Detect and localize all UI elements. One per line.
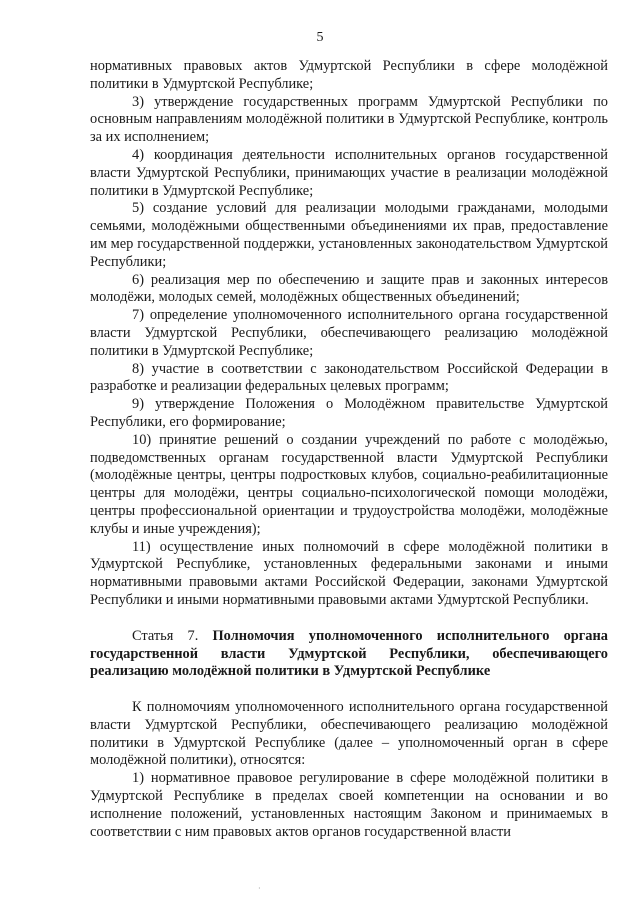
paragraph: нормативных правовых актов Удмуртской Республики в сфере молодёжной политики в Удмуртской Республике; [90, 58, 608, 92]
paragraph: 3) утверждение государственных программ Удмуртской Республики по основным направлениям молодёжной политики в Удмуртской Республике, контроль за их исполнением; [90, 93, 608, 146]
paragraph: 10) принятие решений о создании учреждений по работе с молодёжью, подведомственных органам государственной власти Удмуртской Республики (молодёжные центры, центры подростковых клубов, социально-реабилитационные центры для молодёжи, центры социально-психологической помощи молодёжи, центры профессиональной ориентации и трудоустройства молодёжи, молодёжные клубы и иные учреждения); [90, 431, 608, 537]
paragraph: 8) участие в соответствии с законодательством Российской Федерации в разработке и реализации федеральных целевых программ; [90, 360, 608, 395]
paragraph: К полномочиям уполномоченного исполнительного органа государственной власти Удмуртской Республики, обеспечивающего реализацию молодёжной политики в Удмуртской Республике (далее – уполномоченный орган в сфере молодёжной политики), относятся: [90, 699, 608, 769]
paragraph: 6) реализация мер по обеспечению и защите прав и законных интересов молодёжи, молодых семей, молодёжных общественных объединений; [90, 271, 608, 306]
paragraph: 1) нормативное правовое регулирование в сфере молодёжной политики в Удмуртской Республике в пределах своей компетенции на основании и во исполнение положений, установленных настоящим Законом и принимаемых в соответствии с ним правовых актов органов государственной власти [90, 770, 608, 840]
paragraph: 11) осуществление иных полномочий в сфере молодёжной политики в Удмуртской Республике, установленных федеральными законами и иными нормативными правовыми актами Российской Федерации, законами Удмуртской Республики и иными нормативными правовыми актами Удмуртской Республики. [90, 538, 608, 608]
paragraph: 4) координация деятельности исполнительных органов государственной власти Удмуртской Республики, принимающих участие в реализации молодёжной политики в Удмуртской Республике; [90, 146, 608, 199]
paragraph: 9) утверждение Положения о Молодёжном правительстве Удмуртской Республики, его формирование; [90, 396, 608, 430]
page-number: 5 [316, 30, 324, 45]
paragraph: 5) создание условий для реализации молодыми гражданами, молодыми семьями, молодёжными общественными объединениями их прав, предоставление им мер государственной поддержки, установленных законодательством Удмуртской Республики; [90, 200, 608, 270]
document-body [90, 58, 608, 841]
article-heading [90, 610, 608, 699]
article-label: Статья 7. [132, 627, 199, 644]
paragraph: 7) определение уполномоченного исполнительного органа государственной власти Удмуртской Республики, обеспечивающего реализацию молодёжной политики в Удмуртской Республике; [90, 307, 608, 359]
scan-mark: · [258, 884, 261, 893]
article-title: Полномочия уполномоченного исполнительного органа государственной власти Удмуртской Республики, обеспечивающего реализацию молодёжной политики в Удмуртской Республике [90, 627, 608, 680]
